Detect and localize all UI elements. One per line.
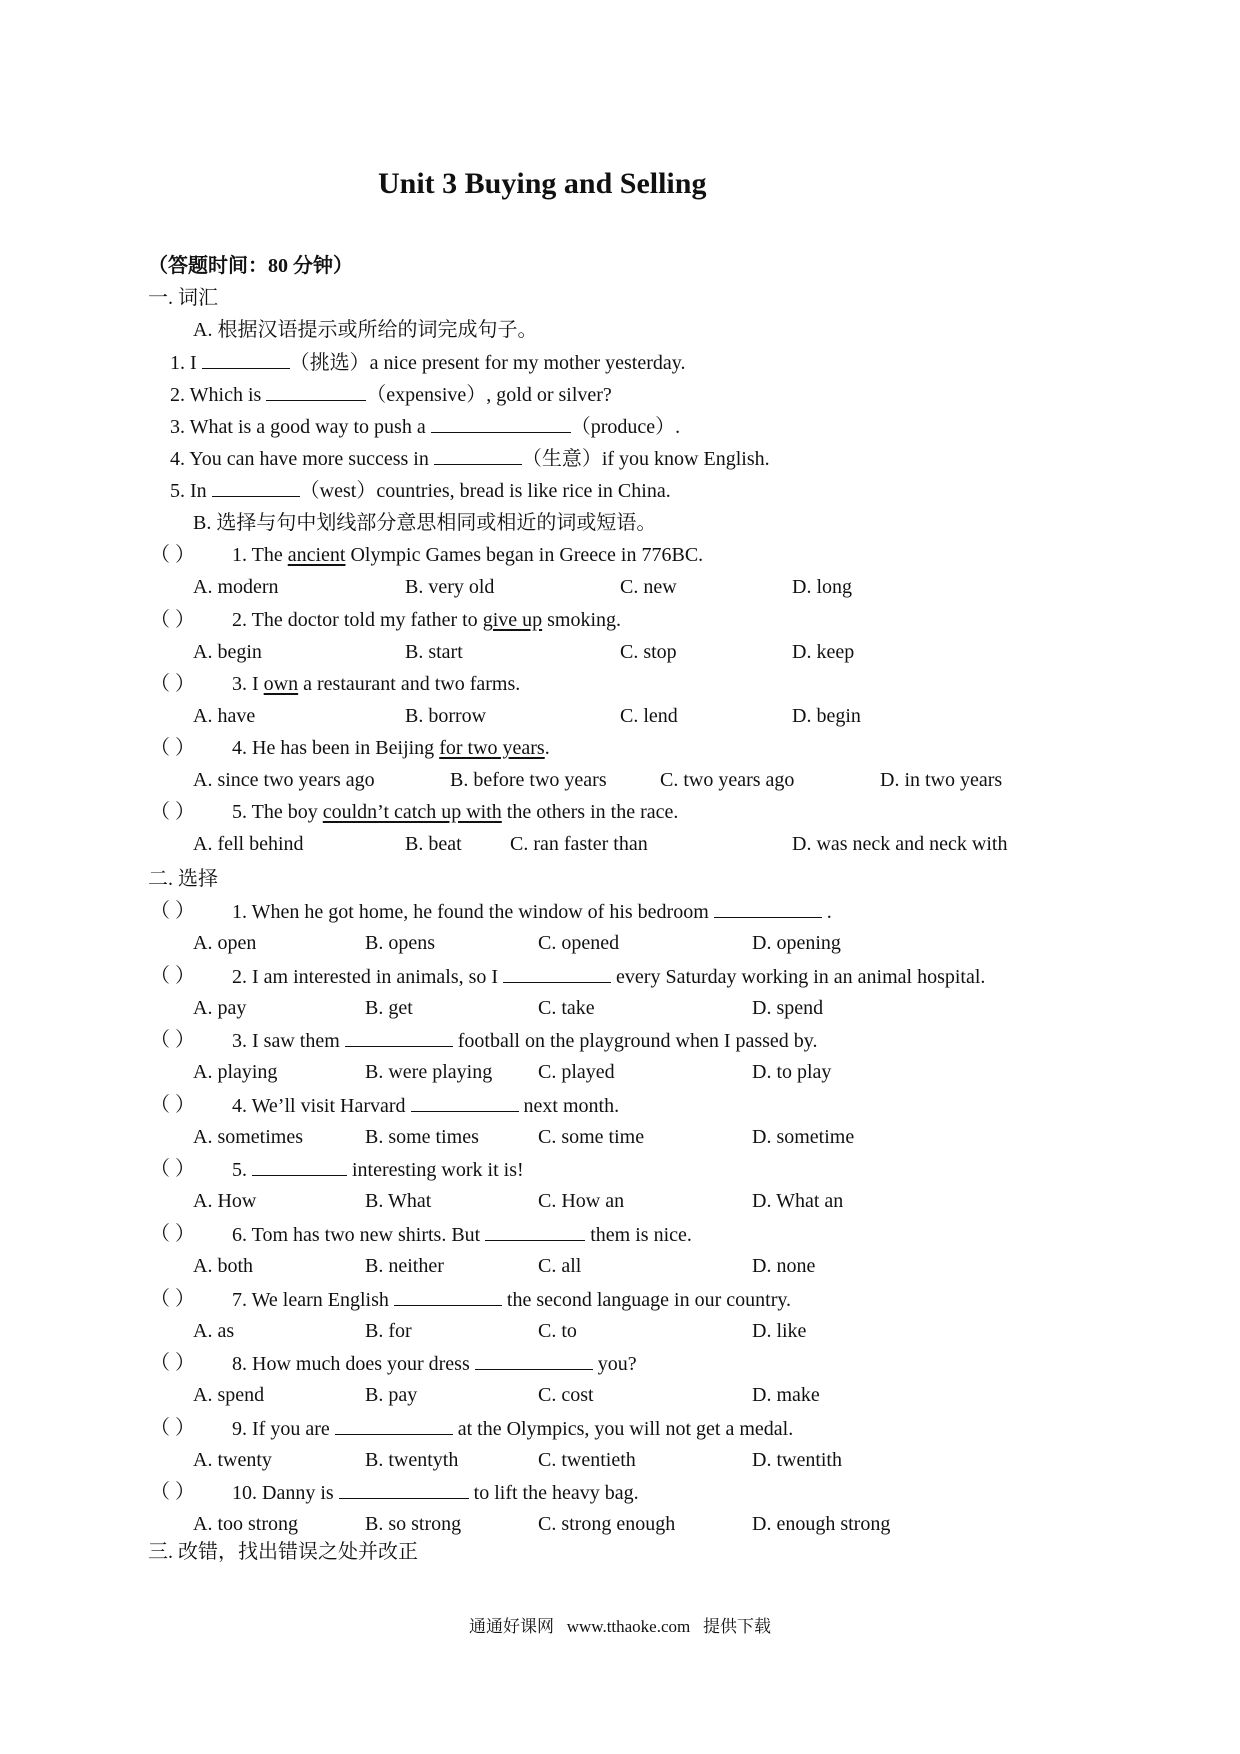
hint-text: （west） [299,480,377,502]
question-text: How much does your dress [252,1353,475,1375]
option-c[interactable]: C. lend [620,705,678,727]
choice-question [232,1286,791,1313]
question-number: 5. [232,801,252,823]
section-2-heading: 二. 选择 [148,868,218,890]
answer-blank[interactable] [252,1156,347,1176]
option-c[interactable]: C. opened [538,932,620,954]
question-number: 4. [232,737,252,759]
underlined-phrase: own [263,673,299,695]
question-text: at the Olympics, you will not get a medal. [452,1418,794,1440]
question-number: 2. [232,609,252,631]
question-number: 5. [232,1159,252,1181]
part-a-instruction: A. 根据汉语提示或所给的词完成句子。 [193,319,538,341]
option-a[interactable]: A. modern [193,576,279,598]
question-text: countries, bread is like rice in China. [376,480,671,502]
option-a[interactable]: A. twenty [193,1449,272,1471]
answer-paren[interactable]: （ ） [150,1352,195,1374]
answer-blank[interactable] [202,349,290,369]
option-c[interactable]: C. cost [538,1384,594,1406]
question-text: next month. [518,1095,620,1117]
option-c[interactable]: C. played [538,1061,615,1083]
question-text: 3. What is a good way to push a [170,416,431,438]
question-text: Olympic Games began in Greece in 776BC. [345,544,704,566]
option-a[interactable]: A. begin [193,641,262,663]
answer-blank[interactable] [485,1221,585,1241]
option-b[interactable]: B. were playing [365,1061,493,1083]
part-b-question [232,671,520,697]
part-a-question [170,349,685,376]
option-d[interactable]: D. twentith [752,1449,842,1471]
answer-blank[interactable] [503,963,611,983]
option-d[interactable]: D. begin [792,705,861,727]
question-number: 9. [232,1418,252,1440]
question-text: , gold or silver? [486,384,612,406]
option-c[interactable]: C. some time [538,1126,645,1148]
question-text: The boy [251,801,323,823]
part-a-question [170,381,612,408]
option-b[interactable]: B. so strong [365,1513,462,1535]
option-d[interactable]: D. none [752,1255,816,1277]
underlined-phrase: couldn’t catch up with [322,801,502,823]
option-a[interactable]: A. as [193,1320,235,1342]
answer-blank[interactable] [434,445,522,465]
question-text: He has been in Beijing [252,737,440,759]
option-c[interactable]: C. strong enough [538,1513,676,1535]
choice-question [232,898,832,925]
option-b[interactable]: B. What [365,1190,432,1212]
option-a[interactable]: A. spend [193,1384,265,1406]
question-text: the second language in our country. [501,1289,792,1311]
question-number: 6. [232,1224,252,1246]
option-c[interactable]: C. twentieth [538,1449,636,1471]
answer-blank[interactable] [431,413,571,433]
answer-paren[interactable]: （ ） [150,737,195,759]
answer-paren[interactable]: （ ） [150,1158,195,1180]
answer-blank[interactable] [212,477,300,497]
question-text: . [544,737,550,759]
option-b[interactable]: B. start [405,641,463,663]
question-text: 1. I [170,352,202,374]
question-text: We’ll visit Harvard [251,1095,411,1117]
part-a-question [170,477,671,504]
option-d[interactable]: D. keep [792,641,855,663]
answer-blank[interactable] [714,898,822,918]
option-c[interactable]: C. stop [620,641,677,663]
option-d[interactable]: D. was neck and neck with [792,833,1008,855]
answer-blank[interactable] [266,381,366,401]
question-number: 3. [232,673,252,695]
question-text: . [675,416,681,438]
option-c[interactable]: C. How an [538,1190,625,1212]
option-a[interactable]: A. too strong [193,1513,298,1535]
option-c[interactable]: C. take [538,997,595,1019]
question-text: The doctor told my father to [251,609,483,631]
answer-blank[interactable] [339,1479,469,1499]
option-b[interactable]: B. pay [365,1384,418,1406]
question-text: to lift the heavy bag. [468,1482,639,1504]
question-text: 2. Which is [170,384,267,406]
choice-question [232,1027,818,1054]
option-a[interactable]: A. playing [193,1061,278,1083]
question-number: 1. [232,544,252,566]
answer-paren[interactable]: （ ） [150,673,195,695]
choice-question [232,1479,639,1506]
answer-paren[interactable]: （ ） [150,609,195,631]
question-text: 4. You can have more success in [170,448,434,470]
question-number: 8. [232,1353,252,1375]
question-number: 4. [232,1095,252,1117]
page-title: Unit 3 Buying and Selling [378,167,707,200]
answer-paren[interactable]: （ ） [150,801,195,823]
question-text: The [251,544,288,566]
option-d[interactable]: D. in two years [880,769,1003,791]
answer-blank[interactable] [345,1027,453,1047]
question-text: a nice present for my mother yesterday. [369,352,686,374]
question-number: 1. [232,901,252,923]
option-d[interactable]: D. sometime [752,1126,855,1148]
answer-blank[interactable] [335,1415,453,1435]
option-d[interactable]: D. long [792,576,852,598]
underlined-phrase: give up [482,609,543,631]
option-b[interactable]: B. very old [405,576,495,598]
question-text: you? [592,1353,637,1375]
answer-paren[interactable]: （ ） [150,1223,195,1245]
option-c[interactable]: C. new [620,576,677,598]
option-a[interactable]: A. How [193,1190,257,1212]
option-d[interactable]: D. like [752,1320,807,1342]
hint-text: （生意） [521,448,602,470]
part-a-question [170,413,680,440]
question-text: interesting work it is! [347,1159,524,1181]
option-a[interactable]: A. both [193,1255,253,1277]
option-a[interactable]: A. fell behind [193,833,304,855]
question-text: if you know English. [601,448,770,470]
question-text: When he got home, he found the window of his bedroom [251,901,714,923]
question-text: Tom has two new shirts. But [251,1224,486,1246]
option-c[interactable]: C. to [538,1320,577,1342]
question-text: smoking. [542,609,622,631]
question-text: them is nice. [585,1224,692,1246]
question-number: 3. [232,1030,252,1052]
underlined-phrase: ancient [287,544,346,566]
answer-paren[interactable]: （ ） [150,1417,195,1439]
hint-text: （挑选） [289,352,370,374]
option-a[interactable]: A. have [193,705,256,727]
option-d[interactable]: D. enough strong [752,1513,891,1535]
choice-question [232,963,985,990]
hint-text: （produce） [570,416,676,438]
part-b-question [232,542,703,568]
choice-question [232,1221,692,1248]
option-d[interactable]: D. What an [752,1190,844,1212]
option-b[interactable]: B. borrow [405,705,487,727]
time-note: （答题时间：80 分钟） [148,255,353,277]
part-b-question [232,735,550,761]
option-a[interactable]: A. pay [193,997,247,1019]
option-a[interactable]: A. open [193,932,257,954]
choice-question [232,1350,637,1377]
option-a[interactable]: A. sometimes [193,1126,303,1148]
part-a-question [170,445,770,472]
question-text: a restaurant and two farms. [298,673,521,695]
option-b[interactable]: B. for [365,1320,412,1342]
question-text: the others in the race. [501,801,679,823]
part-b-question [232,607,621,633]
option-b[interactable]: B. opens [365,932,435,954]
answer-paren[interactable]: （ ） [150,1094,195,1116]
question-number: 2. [232,966,252,988]
question-text: Danny is [262,1482,339,1504]
question-number: 10. [232,1482,262,1504]
choice-question [232,1156,524,1183]
question-text: We learn English [251,1289,394,1311]
question-text: I [252,673,264,695]
question-number: 7. [232,1289,252,1311]
answer-paren[interactable]: （ ） [150,1288,195,1310]
option-a[interactable]: A. since two years ago [193,769,375,791]
option-c[interactable]: C. ran faster than [510,833,648,855]
part-b-instruction: B. 选择与句中划线部分意思相同或相近的词或短语。 [193,512,657,534]
option-b[interactable]: B. twentyth [365,1449,459,1471]
choice-question [232,1415,793,1442]
option-b[interactable]: B. neither [365,1255,444,1277]
section-3-heading: 三. 改错，找出错误之处并改正 [148,1541,418,1563]
question-text: . [821,901,832,923]
answer-paren[interactable]: （ ） [150,1481,195,1503]
question-text: football on the playground when I passed by. [452,1030,818,1052]
question-text: I am interested in animals, so I [252,966,504,988]
answer-paren[interactable]: （ ） [150,900,195,922]
question-text: I saw them [252,1030,345,1052]
option-b[interactable]: B. beat [405,833,462,855]
answer-blank[interactable] [411,1092,519,1112]
option-d[interactable]: D. spend [752,997,824,1019]
option-d[interactable]: D. make [752,1384,820,1406]
hint-text: （expensive） [366,384,487,406]
choice-question [232,1092,619,1119]
option-d[interactable]: D. to play [752,1061,832,1083]
question-text: If you are [252,1418,335,1440]
footer: 通通好课网 www.tthaoke.com 提供下载 [468,1617,772,1636]
section-1-heading: 一. 词汇 [148,287,218,309]
question-text: 5. In [170,480,212,502]
answer-paren[interactable]: （ ） [150,544,195,566]
answer-paren[interactable]: （ ） [150,1029,195,1051]
option-b[interactable]: B. get [365,997,413,1019]
option-b[interactable]: B. before two years [450,769,607,791]
answer-blank[interactable] [475,1350,593,1370]
question-text: every Saturday working in an animal hospital. [611,966,986,988]
option-c[interactable]: C. all [538,1255,582,1277]
option-b[interactable]: B. some times [365,1126,479,1148]
part-b-question [232,799,678,825]
option-d[interactable]: D. opening [752,932,841,954]
option-c[interactable]: C. two years ago [660,769,795,791]
answer-paren[interactable]: （ ） [150,965,195,987]
answer-blank[interactable] [394,1286,502,1306]
underlined-phrase: for two years [439,737,545,759]
